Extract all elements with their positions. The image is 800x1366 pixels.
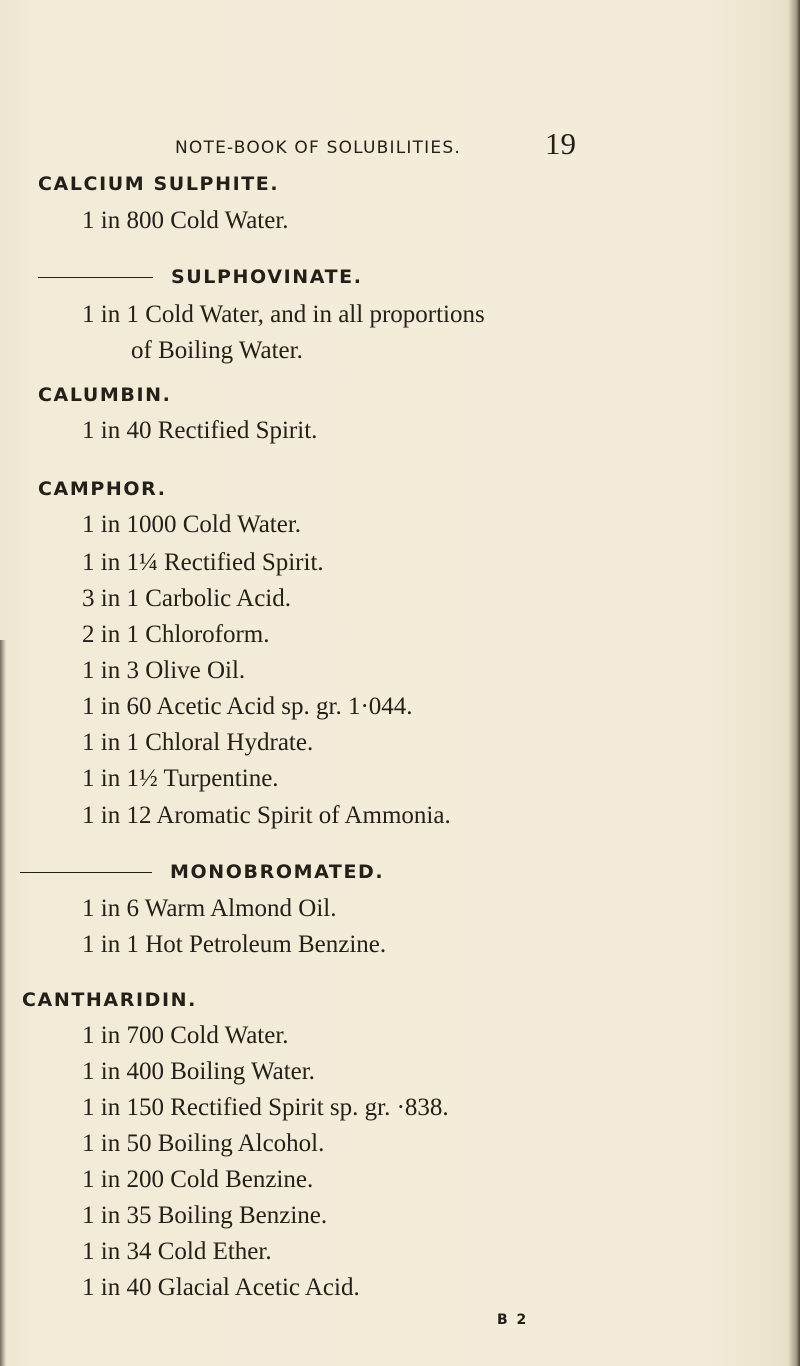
entry-line: 1 in 1 Cold Water, and in all proportions	[82, 301, 485, 328]
signature-mark: B 2	[497, 1312, 529, 1328]
entry-line: 1 in 3 Olive Oil.	[82, 657, 246, 684]
entry-subheading	[38, 266, 363, 288]
entry-heading: CALCIUM SULPHITE.	[38, 173, 280, 195]
entry-line: 1 in 50 Boiling Alcohol.	[82, 1130, 325, 1157]
page-number: 19	[545, 126, 576, 161]
entry-line: 1 in 200 Cold Benzine.	[82, 1166, 314, 1193]
entry-line: 1 in 60 Acetic Acid sp. gr. 1·044.	[82, 693, 413, 720]
entry-heading: CANTHARIDIN.	[22, 989, 197, 1011]
entry-line: 1 in 1 Hot Petroleum Benzine.	[82, 931, 387, 958]
entry-heading: CALUMBIN.	[38, 384, 172, 406]
running-head: NOTE-BOOK OF SOLUBILITIES.	[175, 138, 461, 158]
entry-line: 1 in 12 Aromatic Spirit of Ammonia.	[82, 802, 451, 829]
entry-heading: CAMPHOR.	[38, 478, 167, 500]
ditto-dash	[38, 277, 153, 278]
entry-subheading	[20, 861, 384, 883]
entry-heading-text: MONOBROMATED.	[170, 861, 385, 883]
entry-line: 1 in 1¼ Rectified Spirit.	[82, 549, 324, 576]
page-edge-shadow-right	[788, 0, 800, 1366]
entry-line: 1 in 40 Glacial Acetic Acid.	[82, 1274, 360, 1301]
page-edge-shadow-left	[0, 640, 6, 1366]
ditto-dash	[20, 872, 152, 873]
entry-line: 2 in 1 Chloroform.	[82, 621, 270, 648]
entry-line: 1 in 1000 Cold Water.	[82, 511, 302, 538]
entry-line: 1 in 150 Rectified Spirit sp. gr. ·838.	[82, 1094, 449, 1121]
entry-line-continued: of Boiling Water.	[131, 337, 303, 364]
entry-heading-text: SULPHOVINATE.	[171, 266, 363, 288]
entry-line: 1 in 34 Cold Ether.	[82, 1238, 272, 1265]
entry-line: 1 in 800 Cold Water.	[82, 207, 289, 234]
entry-line: 1 in 35 Boiling Benzine.	[82, 1202, 328, 1229]
entry-line: 3 in 1 Carbolic Acid.	[82, 585, 291, 612]
entry-line: 1 in 1 Chloral Hydrate.	[82, 729, 314, 756]
entry-line: 1 in 400 Boiling Water.	[82, 1058, 315, 1085]
entry-line: 1 in 6 Warm Almond Oil.	[82, 895, 337, 922]
entry-line: 1 in 40 Rectified Spirit.	[82, 417, 318, 444]
entry-line: 1 in 700 Cold Water.	[82, 1022, 289, 1049]
entry-line: 1 in 1½ Turpentine.	[82, 765, 279, 792]
